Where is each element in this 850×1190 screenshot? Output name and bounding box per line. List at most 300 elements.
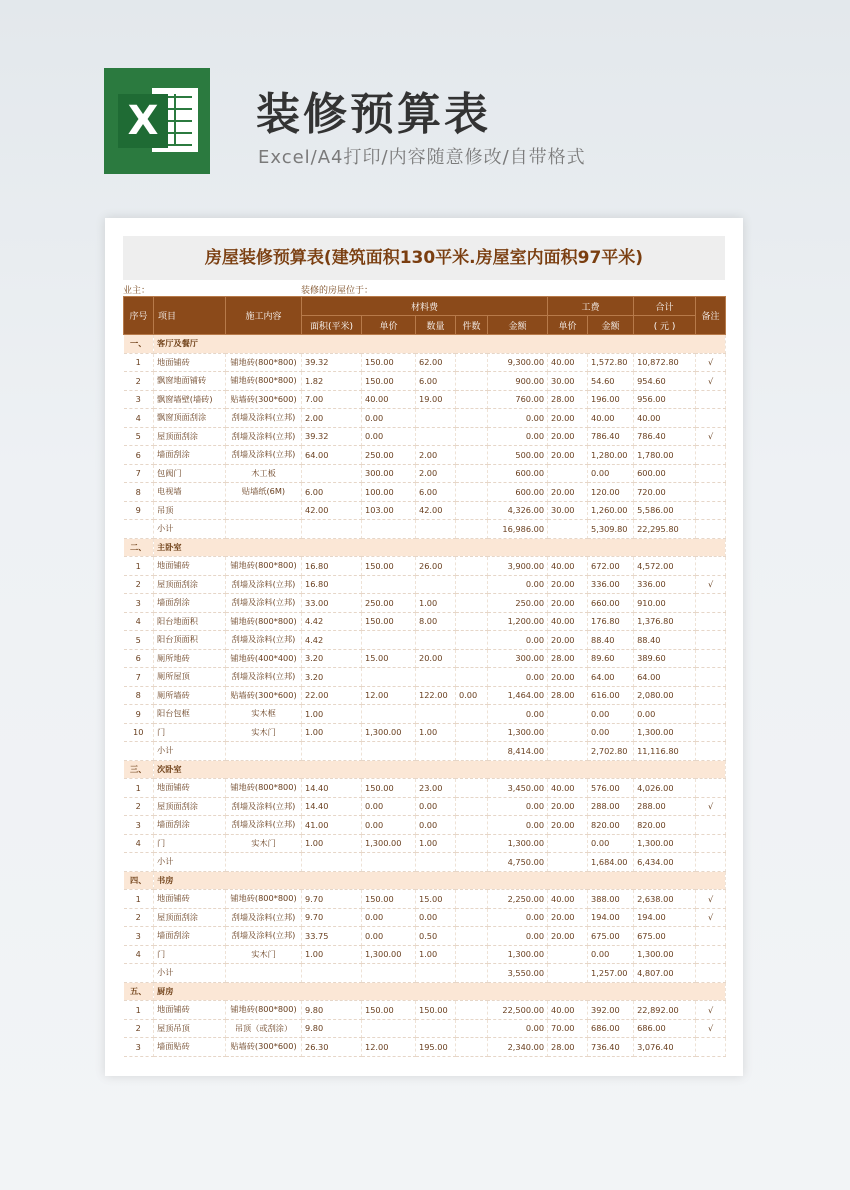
table-cell: 1,780.00	[634, 446, 696, 465]
table-cell	[696, 723, 726, 742]
table-cell: 5,309.80	[588, 520, 634, 539]
section-number: 一、	[124, 335, 154, 354]
table-cell: 1,300.00	[362, 945, 416, 964]
table-cell: 64.00	[634, 668, 696, 687]
table-cell: 14.40	[302, 779, 362, 798]
table-cell: 墙面刮涂	[154, 927, 226, 946]
table-cell: 2	[124, 797, 154, 816]
table-cell: 9	[124, 501, 154, 520]
table-cell: 4	[124, 409, 154, 428]
table-cell	[124, 520, 154, 539]
table-cell: 2,080.00	[634, 686, 696, 705]
table-row	[124, 446, 726, 465]
table-cell: 336.00	[634, 575, 696, 594]
table-cell	[696, 779, 726, 798]
table-cell: 720.00	[634, 483, 696, 502]
table-cell: 62.00	[416, 353, 456, 372]
table-cell: 0.00	[488, 631, 548, 650]
table-cell: 1	[124, 1001, 154, 1020]
table-cell: 22,892.00	[634, 1001, 696, 1020]
table-cell: 4	[124, 834, 154, 853]
table-cell: 12.00	[362, 686, 416, 705]
header-qty: 数量	[416, 316, 456, 335]
header-seq: 序号	[124, 297, 154, 335]
table-cell: 门	[154, 723, 226, 742]
table-cell: 30.00	[548, 372, 588, 391]
table-cell: 20.00	[548, 594, 588, 613]
table-cell	[696, 612, 726, 631]
table-cell: 6	[124, 649, 154, 668]
table-cell: 4,750.00	[488, 853, 548, 872]
header-unit-price: 单价	[362, 316, 416, 335]
table-cell: 飘窗地面铺砖	[154, 372, 226, 391]
table-cell: 1,200.00	[488, 612, 548, 631]
table-cell	[696, 446, 726, 465]
table-cell: 150.00	[362, 612, 416, 631]
table-cell: 20.00	[548, 575, 588, 594]
table-cell: 1,572.80	[588, 353, 634, 372]
table-cell	[696, 594, 726, 613]
table-cell	[696, 631, 726, 650]
table-row	[124, 1001, 726, 1020]
table-cell: 0.00	[488, 575, 548, 594]
table-cell: 28.00	[548, 686, 588, 705]
table-cell: 2	[124, 908, 154, 927]
table-cell	[696, 649, 726, 668]
table-cell: 42.00	[302, 501, 362, 520]
header-total: 合计	[634, 297, 696, 316]
table-cell: 392.00	[588, 1001, 634, 1020]
table-cell: 门	[154, 945, 226, 964]
table-cell: 194.00	[588, 908, 634, 927]
table-cell: 675.00	[588, 927, 634, 946]
table-cell	[456, 723, 488, 742]
table-cell: 2,638.00	[634, 890, 696, 909]
header-content: 施工内容	[226, 297, 302, 335]
table-cell	[416, 742, 456, 761]
table-cell: 1	[124, 353, 154, 372]
table-cell	[456, 945, 488, 964]
table-cell: 实木门	[226, 834, 302, 853]
table-cell: 20.00	[548, 631, 588, 650]
table-cell: 刮墙及涂料(立邦)	[226, 631, 302, 650]
table-cell: 3.20	[302, 649, 362, 668]
table-cell: 910.00	[634, 594, 696, 613]
table-cell: 28.00	[548, 649, 588, 668]
table-row	[124, 557, 726, 576]
table-cell: 64.00	[588, 668, 634, 687]
table-cell	[696, 520, 726, 539]
table-cell	[696, 853, 726, 872]
table-cell: 0.00	[362, 908, 416, 927]
table-cell: 1,300.00	[634, 945, 696, 964]
table-cell: 9.80	[302, 1001, 362, 1020]
table-row	[124, 668, 726, 687]
table-cell: 铺地砖(800*800)	[226, 372, 302, 391]
section-number: 四、	[124, 871, 154, 890]
table-cell	[362, 853, 416, 872]
table-cell: 3	[124, 594, 154, 613]
table-cell	[302, 853, 362, 872]
table-cell: 786.40	[634, 427, 696, 446]
table-row	[124, 464, 726, 483]
table-cell: 196.00	[588, 390, 634, 409]
table-cell: √	[696, 372, 726, 391]
table-cell	[362, 964, 416, 983]
table-cell: 铺地砖(800*800)	[226, 1001, 302, 1020]
table-cell: 贴墙纸(6M)	[226, 483, 302, 502]
table-cell	[696, 409, 726, 428]
table-cell	[696, 686, 726, 705]
table-cell: 铺地砖(800*800)	[226, 557, 302, 576]
table-cell	[696, 927, 726, 946]
table-cell: 176.80	[588, 612, 634, 631]
table-cell: 刮墙及涂料(立邦)	[226, 446, 302, 465]
table-cell: 飘窗墙壁(墙砖)	[154, 390, 226, 409]
table-cell: 122.00	[416, 686, 456, 705]
table-cell: 686.00	[588, 1019, 634, 1038]
table-cell: 600.00	[634, 464, 696, 483]
subtotal-row	[124, 964, 726, 983]
table-cell	[696, 742, 726, 761]
table-cell	[548, 853, 588, 872]
table-cell: 500.00	[488, 446, 548, 465]
table-cell: 8	[124, 686, 154, 705]
table-cell: 贴墙砖(300*600)	[226, 686, 302, 705]
table-cell: 388.00	[588, 890, 634, 909]
table-cell: 0.00	[456, 686, 488, 705]
table-cell	[362, 742, 416, 761]
table-cell	[548, 964, 588, 983]
table-cell: 3	[124, 390, 154, 409]
table-cell	[456, 557, 488, 576]
table-cell: √	[696, 427, 726, 446]
table-cell: 3,550.00	[488, 964, 548, 983]
table-cell	[416, 668, 456, 687]
section-name: 厨房	[154, 982, 726, 1001]
table-cell	[456, 1038, 488, 1057]
table-cell: 675.00	[634, 927, 696, 946]
table-cell: √	[696, 797, 726, 816]
table-cell	[362, 520, 416, 539]
table-cell: 40.00	[634, 409, 696, 428]
table-row	[124, 890, 726, 909]
section-row	[124, 760, 726, 779]
table-cell: 40.00	[362, 390, 416, 409]
header-area: 面积(平米)	[302, 316, 362, 335]
section-row	[124, 871, 726, 890]
table-cell	[362, 668, 416, 687]
table-cell: 飘窗顶面刮涂	[154, 409, 226, 428]
table-cell: 贴墙砖(300*600)	[226, 390, 302, 409]
table-cell	[456, 1001, 488, 1020]
table-cell: √	[696, 908, 726, 927]
table-cell	[416, 409, 456, 428]
table-cell: 刮墙及涂料(立邦)	[226, 908, 302, 927]
table-cell: 0.00	[588, 834, 634, 853]
table-cell: 1,464.00	[488, 686, 548, 705]
table-cell: 20.00	[548, 668, 588, 687]
table-cell: 4	[124, 945, 154, 964]
table-cell: 5	[124, 631, 154, 650]
table-cell: 9	[124, 705, 154, 724]
table-cell: 20.00	[548, 446, 588, 465]
table-cell	[456, 520, 488, 539]
table-cell: 小计	[154, 742, 226, 761]
table-cell: 20.00	[548, 409, 588, 428]
table-cell: 小计	[154, 853, 226, 872]
table-cell	[456, 372, 488, 391]
table-cell: 2	[124, 575, 154, 594]
table-cell	[548, 742, 588, 761]
subtotal-row	[124, 520, 726, 539]
table-cell: 3	[124, 927, 154, 946]
table-cell	[362, 631, 416, 650]
table-cell	[456, 501, 488, 520]
table-cell: 194.00	[634, 908, 696, 927]
table-cell	[456, 742, 488, 761]
table-cell: 30.00	[548, 501, 588, 520]
table-cell: 120.00	[588, 483, 634, 502]
table-cell	[456, 964, 488, 983]
table-cell: 40.00	[548, 779, 588, 798]
table-cell: 150.00	[362, 557, 416, 576]
table-cell	[456, 853, 488, 872]
table-cell	[696, 483, 726, 502]
table-cell	[456, 668, 488, 687]
table-cell: 600.00	[488, 464, 548, 483]
section-name: 主卧室	[154, 538, 726, 557]
table-cell	[696, 501, 726, 520]
table-row	[124, 705, 726, 724]
table-cell: √	[696, 575, 726, 594]
table-cell: 刮墙及涂料(立邦)	[226, 816, 302, 835]
table-cell	[456, 705, 488, 724]
table-cell: 88.40	[588, 631, 634, 650]
header-material: 材料费	[302, 297, 548, 316]
table-cell: 铺地砖(800*800)	[226, 890, 302, 909]
table-cell: 4	[124, 612, 154, 631]
table-cell: 地面铺砖	[154, 557, 226, 576]
sheet-title: 房屋装修预算表(建筑面积130平米.房屋室内面积97平米)	[123, 236, 725, 280]
table-cell: 150.00	[416, 1001, 456, 1020]
table-cell	[548, 723, 588, 742]
table-cell: 墙面刮涂	[154, 594, 226, 613]
table-cell: 0.00	[416, 797, 456, 816]
table-cell: 12.00	[362, 1038, 416, 1057]
table-cell: 336.00	[588, 575, 634, 594]
table-cell: √	[696, 1001, 726, 1020]
subtotal-row	[124, 853, 726, 872]
table-cell	[456, 927, 488, 946]
table-cell: 40.00	[548, 557, 588, 576]
table-cell	[456, 464, 488, 483]
table-cell: 贴墙砖(300*600)	[226, 1038, 302, 1057]
table-cell: 20.00	[548, 908, 588, 927]
table-cell: 600.00	[488, 483, 548, 502]
table-cell: 0.00	[362, 927, 416, 946]
table-cell	[548, 834, 588, 853]
table-cell: 4.42	[302, 612, 362, 631]
table-cell	[226, 501, 302, 520]
table-cell	[696, 464, 726, 483]
table-cell	[416, 853, 456, 872]
table-cell: 0.00	[362, 409, 416, 428]
table-cell: 760.00	[488, 390, 548, 409]
table-row	[124, 575, 726, 594]
table-cell: 刮墙及涂料(立邦)	[226, 927, 302, 946]
table-cell: 1,280.00	[588, 446, 634, 465]
table-cell: 389.60	[634, 649, 696, 668]
spreadsheet	[123, 236, 725, 1057]
table-cell: 5	[124, 427, 154, 446]
table-cell: 吊顶	[154, 501, 226, 520]
table-cell	[302, 964, 362, 983]
table-row	[124, 483, 726, 502]
table-cell: 40.00	[548, 353, 588, 372]
table-cell: 956.00	[634, 390, 696, 409]
table-cell	[456, 834, 488, 853]
table-cell: 3,900.00	[488, 557, 548, 576]
table-cell: 2.00	[302, 409, 362, 428]
header-labor-amount: 金额	[588, 316, 634, 335]
table-cell: √	[696, 1019, 726, 1038]
table-row	[124, 723, 726, 742]
table-cell: 0.00	[488, 427, 548, 446]
table-cell	[362, 1019, 416, 1038]
table-cell	[226, 520, 302, 539]
table-row	[124, 1038, 726, 1057]
table-row	[124, 594, 726, 613]
table-cell: 288.00	[634, 797, 696, 816]
table-cell: 厕所墙砖	[154, 686, 226, 705]
table-cell: 6.00	[416, 483, 456, 502]
table-cell: 16,986.00	[488, 520, 548, 539]
table-cell	[548, 520, 588, 539]
table-cell	[226, 964, 302, 983]
table-cell	[416, 575, 456, 594]
table-cell: √	[696, 890, 726, 909]
table-cell: 39.32	[302, 353, 362, 372]
table-cell: 地面铺砖	[154, 1001, 226, 1020]
table-cell	[456, 409, 488, 428]
table-row	[124, 501, 726, 520]
table-cell: 实木框	[226, 705, 302, 724]
table-cell	[456, 908, 488, 927]
page-subtitle: Excel/A4打印/内容随意修改/自带格式	[258, 147, 586, 168]
table-cell: 6.00	[302, 483, 362, 502]
table-row	[124, 649, 726, 668]
table-row	[124, 945, 726, 964]
table-cell: 22,295.80	[634, 520, 696, 539]
table-cell: 41.00	[302, 816, 362, 835]
header-total-unit: ( 元 )	[634, 316, 696, 335]
table-cell: 1.00	[302, 834, 362, 853]
table-cell: 刮墙及涂料(立邦)	[226, 668, 302, 687]
table-cell: 4,572.00	[634, 557, 696, 576]
table-row	[124, 927, 726, 946]
table-cell	[416, 705, 456, 724]
table-cell	[416, 1019, 456, 1038]
table-cell: 0.00	[488, 927, 548, 946]
header-item: 项目	[154, 297, 226, 335]
table-cell: 0.00	[362, 427, 416, 446]
table-cell: 4.42	[302, 631, 362, 650]
table-cell: 16.80	[302, 575, 362, 594]
section-row	[124, 982, 726, 1001]
header-labor: 工费	[548, 297, 634, 316]
table-cell: 250.00	[488, 594, 548, 613]
table-cell: 64.00	[302, 446, 362, 465]
table-cell: 3	[124, 1038, 154, 1057]
table-cell: 0.00	[416, 908, 456, 927]
table-row	[124, 816, 726, 835]
table-cell	[696, 668, 726, 687]
header-labor-unit: 单价	[548, 316, 588, 335]
table-cell: 103.00	[362, 501, 416, 520]
table-cell	[696, 816, 726, 835]
table-cell: 屋顶吊顶	[154, 1019, 226, 1038]
table-cell: 1,684.00	[588, 853, 634, 872]
table-cell: 1,300.00	[488, 945, 548, 964]
excel-logo-icon	[104, 68, 210, 174]
table-cell: 1	[124, 557, 154, 576]
table-row	[124, 834, 726, 853]
table-cell	[416, 964, 456, 983]
table-cell: 22.00	[302, 686, 362, 705]
table-cell: 铺地砖(400*400)	[226, 649, 302, 668]
table-cell	[456, 390, 488, 409]
section-row	[124, 335, 726, 354]
table-row	[124, 612, 726, 631]
table-cell: 150.00	[362, 890, 416, 909]
header-pieces: 件数	[456, 316, 488, 335]
table-row	[124, 353, 726, 372]
table-cell	[456, 353, 488, 372]
table-cell: 9.80	[302, 1019, 362, 1038]
table-cell: 墙面刮涂	[154, 816, 226, 835]
table-cell	[456, 427, 488, 446]
table-cell	[456, 816, 488, 835]
table-cell: 3,076.40	[634, 1038, 696, 1057]
table-cell: 小计	[154, 964, 226, 983]
table-cell: 屋顶面刮涂	[154, 427, 226, 446]
table-cell	[302, 520, 362, 539]
table-cell	[696, 705, 726, 724]
table-row	[124, 686, 726, 705]
table-cell: 686.00	[634, 1019, 696, 1038]
table-cell: 300.00	[488, 649, 548, 668]
table-cell: 14.40	[302, 797, 362, 816]
table-cell: 2.00	[416, 446, 456, 465]
table-cell	[456, 779, 488, 798]
table-cell: 11,116.80	[634, 742, 696, 761]
table-cell	[456, 594, 488, 613]
table-cell: 0.00	[588, 723, 634, 742]
table-cell: 铺地砖(800*800)	[226, 779, 302, 798]
table-cell: 墙面刮涂	[154, 446, 226, 465]
table-cell: 4,326.00	[488, 501, 548, 520]
table-cell: 铺地砖(800*800)	[226, 612, 302, 631]
table-cell: 20.00	[548, 483, 588, 502]
table-cell	[696, 834, 726, 853]
table-cell: 20.00	[548, 797, 588, 816]
table-cell	[124, 742, 154, 761]
table-cell: 2,250.00	[488, 890, 548, 909]
table-cell: 0.50	[416, 927, 456, 946]
table-cell: 1.00	[302, 705, 362, 724]
table-cell	[302, 742, 362, 761]
